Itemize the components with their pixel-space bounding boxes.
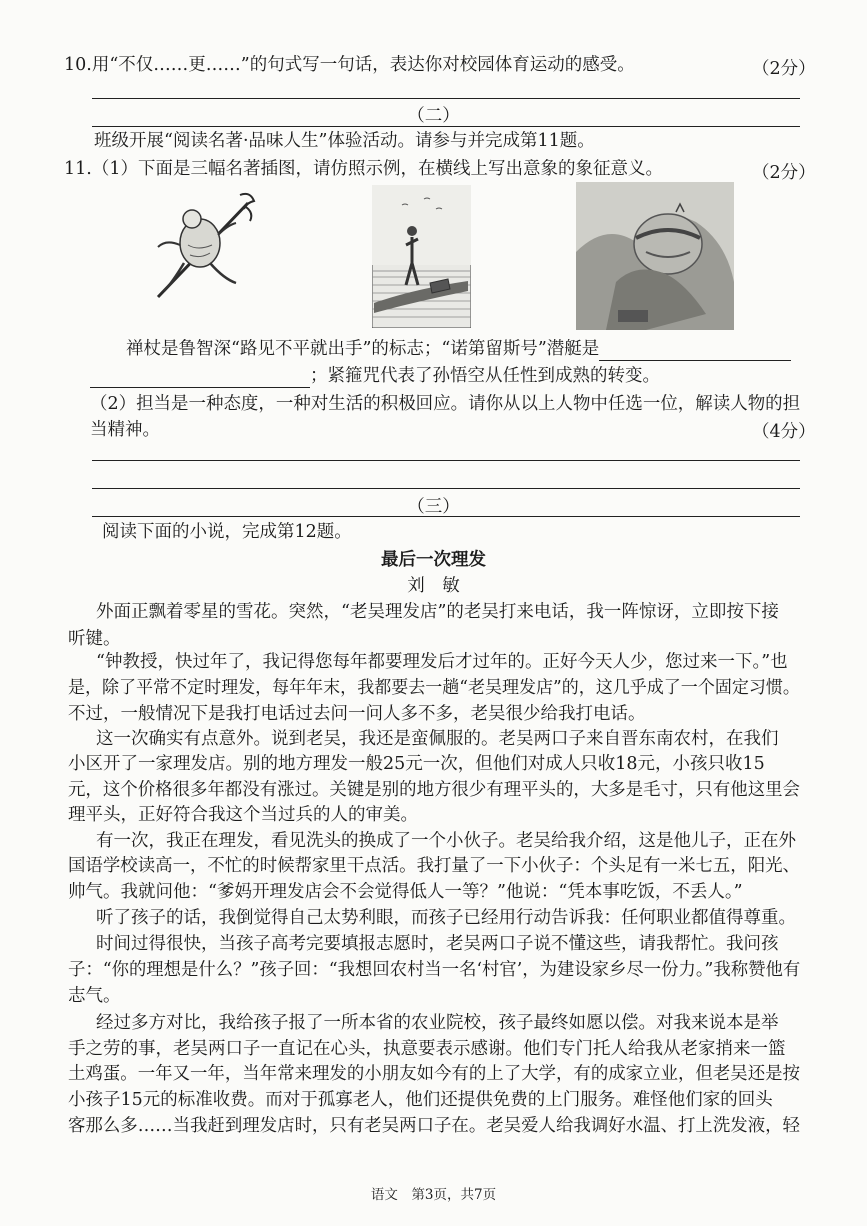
story-line: 经过多方对比，我给孩子报了一所本省的农业院校，孩子最终如愿以偿。对我来说本是举 <box>96 1013 779 1033</box>
story-line: 有一次，我正在理发，看见洗头的换成了一个小伙子。老吴给我介绍，这是他儿子，正在外 <box>96 831 796 851</box>
story-title: 最后一次理发 <box>381 550 486 570</box>
answer-line[interactable] <box>92 488 800 489</box>
story-line: 时间过得很快，当孩子高考完要填报志愿时，老吴两口子说不懂这些，请我帮忙。我问孩 <box>96 934 779 954</box>
story-line: 这一次确实有点意外。说到老吴，我还是蛮佩服的。老吴两口子来自晋东南农村，在我们 <box>96 729 779 749</box>
answer-line[interactable] <box>92 98 800 99</box>
story-line: 理平头，正好符合我这个当过兵的人的审美。 <box>68 805 418 825</box>
submarine-nautilus-illustration <box>372 185 471 328</box>
story-line: 小区开了一家理发店。别的地方理发一般25元一次，但他们对成人只收18元，小孩只收15 <box>68 754 765 774</box>
answer-line[interactable] <box>92 460 800 461</box>
question-11-part-2-line-2: 当精神。 <box>90 420 160 440</box>
story-line: 听了孩子的话，我倒觉得自己太势利眼，而孩子已经用行动告诉我：任何职业都值得尊重。 <box>96 908 796 928</box>
story-line: 志气。 <box>68 986 121 1006</box>
story-line: 听键。 <box>68 629 121 649</box>
monkey-king-headband-illustration <box>576 182 734 330</box>
question-11-part-2-score: （4分） <box>752 422 816 442</box>
q11-example-line-1 <box>126 337 791 361</box>
story-line: 手之劳的事，老吴两口子一直记在心头，执意要表示感谢。他们专门托人给我从老家捎来一篮 <box>68 1039 786 1059</box>
story-line: 子：“你的理想是什么？”孩子回：“我想回农村当一名‘村官’，为建设家乡尽一份力。”我称赞他有 <box>68 960 801 980</box>
story-line: “钟教授，快过年了，我记得您每年都要理发后才过年的。正好今天人少，您过来一下。”也 <box>96 652 788 672</box>
story-author: 刘 敏 <box>407 576 460 596</box>
story-line: 不过，一般情况下是我打电话过去问一问人多不多，老吴很少给我打电话。 <box>68 704 646 724</box>
section-divider <box>92 126 800 127</box>
section-2-intro: 班级开展“阅读名著·品味人生”体验活动。请参与并完成第11题。 <box>94 131 595 151</box>
section-3-intro: 阅读下面的小说，完成第12题。 <box>102 522 352 542</box>
story-line: 国语学校读高一，不忙的时候帮家里干点活。我打量了一下小伙子：个头足有一米七五，阳光、 <box>68 856 800 876</box>
answer-blank[interactable] <box>599 342 791 361</box>
question-11-part-1: 11.（1）下面是三幅名著插图，请仿照示例，在横线上写出意象的象征意义。 <box>64 159 663 179</box>
question-11-part-2-line-1: （2）担当是一种态度，一种对生活的积极回应。请你从以上人物中任选一位，解读人物的担 <box>90 394 801 414</box>
q11-example-line-2 <box>90 364 660 388</box>
q11-example-text-b: ；紧箍咒代表了孙悟空从任性到成熟的转变。 <box>310 366 660 386</box>
story-line: 帅气。我就问他：“爹妈开理发店会不会觉得低人一等？”他说：“凭本事吃饭，不丢人。” <box>68 882 743 902</box>
story-line: 元，这个价格很多年都没有涨过。关键是别的地方很少有理平头的，大多是毛寸，只有他这里会 <box>68 780 800 800</box>
monk-with-staff-illustration <box>148 185 266 310</box>
page-footer: 语文 第3页，共7页 <box>370 1187 497 1203</box>
story-line: 客那么多……当我赶到理发店时，只有老吴两口子在。老吴爱人给我调好水温、打上洗发液，轻 <box>68 1116 800 1136</box>
section-heading-2: （二） <box>407 106 460 126</box>
section-divider <box>92 516 800 517</box>
story-line: 小孩子15元的标准收费。而对于孤寡老人，他们还提供免费的上门服务。难怪他们家的回头 <box>68 1090 773 1110</box>
story-line: 外面正飘着零星的雪花。突然，“老吴理发店”的老吴打来电话，我一阵惊讶，立即按下接 <box>96 602 779 622</box>
story-line: 土鸡蛋。一年又一年，当年常来理发的小朋友如今有的上了大学，有的成家立业，但老吴还是按 <box>68 1064 800 1084</box>
q11-example-text-a: 禅杖是鲁智深“路见不平就出手”的标志；“诺第留斯号”潜艇是 <box>126 339 600 359</box>
question-10: 10.用“不仅……更……”的句式写一句话，表达你对校园体育运动的感受。 <box>64 55 635 75</box>
answer-blank[interactable] <box>90 369 310 388</box>
question-11-part-1-score: （2分） <box>752 163 816 183</box>
section-heading-3: （三） <box>407 497 460 517</box>
question-10-score: （2分） <box>752 59 816 79</box>
story-line: 是，除了平常不定时理发，每年年末，我都要去一趟“老吴理发店”的，这几乎成了一个固定习惯。 <box>68 678 800 698</box>
